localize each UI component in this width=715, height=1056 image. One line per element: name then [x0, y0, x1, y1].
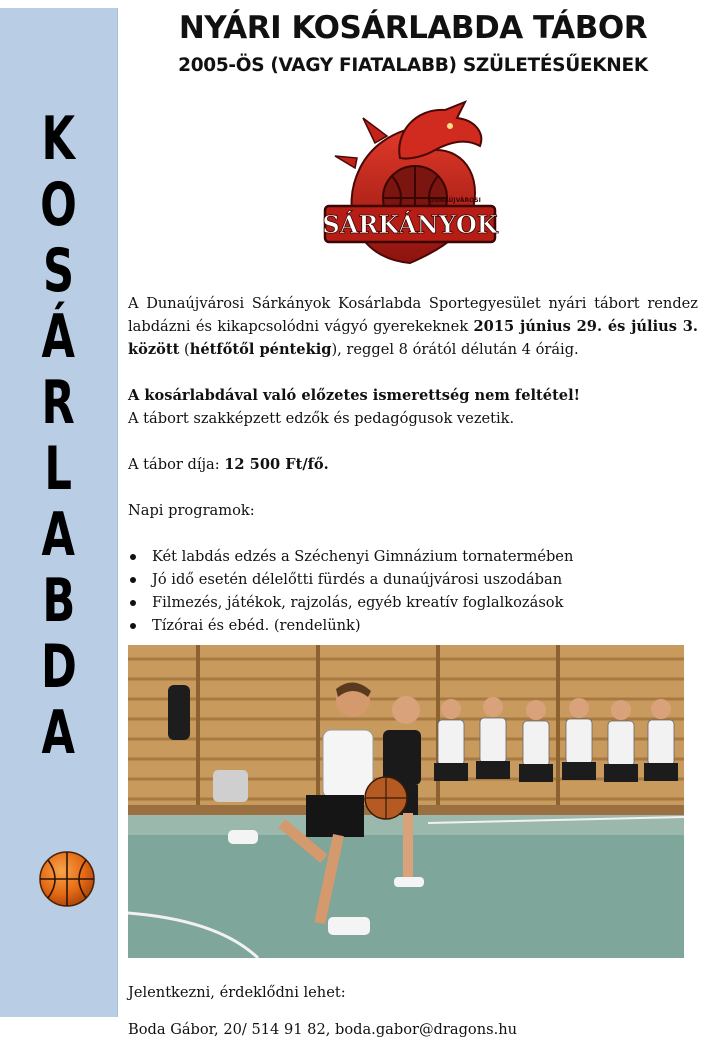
sidebar-letter: R [41, 368, 76, 438]
intro-text: A Dunaújvárosi Sárkányok Kosárlabda Sportegyesület nyári tábort rendez labdázni és kikapcsolódni vágyó gyerekeknek [128, 295, 698, 335]
sidebar-letter: K [41, 104, 76, 174]
main-content [128, 292, 698, 637]
fee-value: 12 500 Ft/fő. [224, 456, 329, 473]
sidebar-letter: D [40, 632, 77, 702]
list-item [128, 545, 698, 568]
basketball-icon [38, 850, 96, 908]
sidebar-letter: Á [41, 302, 76, 372]
list-item-text: Filmezés, játékok, rajzolás, egyéb kreatív foglalkozások [152, 594, 564, 611]
dragon-logo [315, 98, 505, 268]
sidebar-letter: A [41, 500, 76, 570]
list-item-text: Jó idő esetén délelőtti fürdés a dunaújvárosi uszodában [152, 571, 563, 588]
camp-dates: 2015 június 29. és július 3. között [128, 318, 698, 358]
sidebar-letter: S [42, 236, 75, 306]
bullet-icon [130, 577, 136, 583]
contact-line: Jelentkezni, érdeklődni lehet: [128, 983, 346, 1001]
page-subtitle: 2005-ÖS (VAGY FIATALABB) SZÜLETÉSŰEKNEK [178, 55, 648, 76]
contact-block [128, 966, 698, 1056]
intro-text: ( [179, 341, 190, 358]
fee-label: A tábor díja: [128, 456, 225, 473]
list-item-text: Tízórai és ebéd. (rendelünk) [152, 617, 361, 634]
list-item-text: Két labdás edzés a Széchenyi Gimnázium tornatermében [152, 548, 574, 565]
intro-text: ), reggel 8 órától délután 4 óráig. [331, 341, 579, 358]
list-item [128, 614, 698, 637]
bullet-icon [130, 600, 136, 606]
fee-line [128, 453, 698, 476]
camp-days: hétfőtől péntekig [189, 341, 332, 358]
contact-details: Boda Gábor, 20/ 514 91 82, boda.gabor@dragons.hu [128, 1021, 518, 1039]
programs-list [128, 545, 698, 637]
bullet-icon [130, 554, 136, 560]
logo-name: SÁRKÁNYOK [322, 210, 498, 239]
basketball-players-photo [128, 645, 684, 958]
vertical-word [0, 106, 117, 766]
sidebar-panel [0, 8, 118, 1017]
intro-paragraph [128, 292, 698, 361]
page-title: NYÁRI KOSÁRLABDA TÁBOR [178, 10, 648, 46]
logo-small-text: DUNAÚJVÁROSI [429, 197, 481, 204]
sidebar-letter: O [40, 170, 77, 240]
sidebar-letter: B [42, 566, 75, 636]
notice-bold: A kosárlabdával való előzetes ismerettség nem feltétel! [128, 387, 581, 404]
list-item [128, 591, 698, 614]
list-item [128, 568, 698, 591]
notice-text [128, 384, 698, 407]
bullet-icon [130, 623, 136, 629]
sidebar-letter: A [41, 698, 76, 768]
sidebar-letter: L [44, 434, 73, 504]
staff-text: A tábort szakképzett edzők és pedagógusok vezetik. [128, 410, 515, 427]
programs-title: Napi programok: [128, 502, 255, 519]
